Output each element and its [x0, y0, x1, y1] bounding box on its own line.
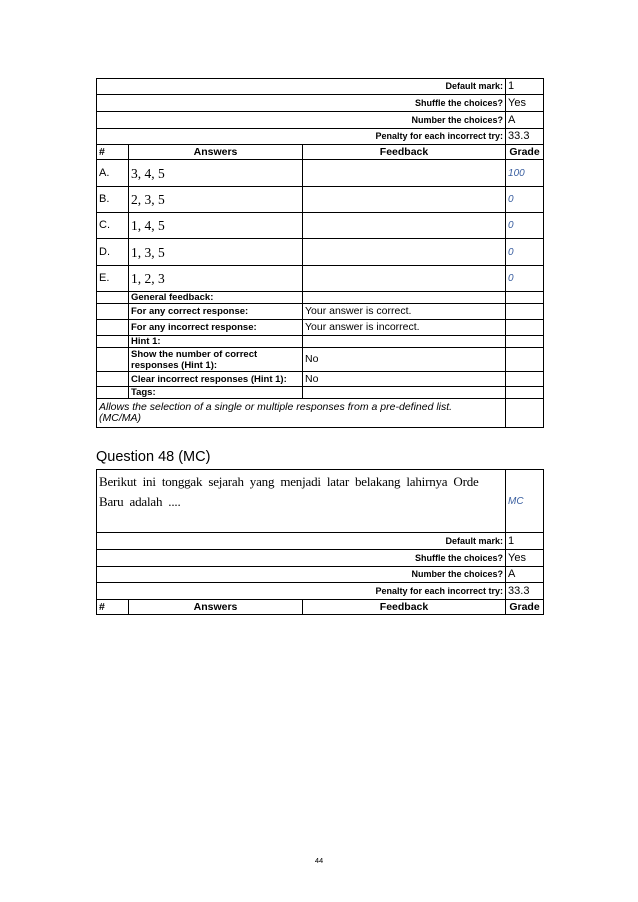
answer-letter: A.: [97, 160, 129, 187]
default-mark-label: Default mark:: [97, 533, 506, 550]
answer-text: 1, 2, 3: [129, 266, 303, 292]
shuffle-value: Yes: [506, 550, 544, 567]
show-correct-row: [97, 348, 544, 372]
answer-text: 1, 4, 5: [129, 213, 303, 239]
correct-response-text: Your answer is correct.: [303, 304, 506, 320]
answer-row: [97, 213, 544, 239]
answer-letter: C.: [97, 213, 129, 239]
answer-letter: D.: [97, 239, 129, 266]
correct-response-label: For any correct response:: [129, 304, 303, 320]
incorrect-feedback-row: [97, 320, 544, 336]
meta-row: [97, 533, 544, 550]
meta-row: [97, 95, 544, 112]
question-text-row: [97, 470, 544, 533]
penalty-value: 33.3: [506, 583, 544, 600]
question-text: Berikut ini tonggak sejarah yang menjadi latar belakang lahirnya Orde Baru adalah ....: [97, 470, 506, 533]
meta-row: [97, 129, 544, 145]
clear-incorrect-row: [97, 372, 544, 387]
answers-header-row: [97, 145, 544, 160]
default-mark-value: 1: [506, 79, 544, 95]
default-mark-label: Default mark:: [97, 79, 506, 95]
answer-grade: 0: [506, 266, 544, 292]
page-number: 44: [314, 856, 324, 865]
question-47-table: [96, 78, 544, 428]
incorrect-response-text: Your answer is incorrect.: [303, 320, 506, 336]
header-num: #: [97, 600, 129, 615]
clear-incorrect-label: Clear incorrect responses (Hint 1):: [129, 372, 303, 387]
answer-feedback: [303, 213, 506, 239]
default-mark-value: 1: [506, 533, 544, 550]
answer-row: [97, 266, 544, 292]
answer-letter: E.: [97, 266, 129, 292]
answer-text: 3, 4, 5: [129, 160, 303, 187]
header-answers: Answers: [129, 600, 303, 615]
penalty-label: Penalty for each incorrect try:: [97, 129, 506, 145]
penalty-label: Penalty for each incorrect try:: [97, 583, 506, 600]
meta-row: [97, 112, 544, 129]
number-choices-value: A: [506, 112, 544, 129]
hint-label: Hint 1:: [129, 336, 303, 348]
description-row: [97, 399, 544, 428]
meta-row: [97, 583, 544, 600]
correct-feedback-row: [97, 304, 544, 320]
penalty-value: 33.3: [506, 129, 544, 145]
question-48-table: [96, 469, 544, 615]
general-feedback-label: General feedback:: [129, 292, 303, 304]
answer-grade: 0: [506, 187, 544, 213]
header-grade: Grade: [506, 600, 544, 615]
general-feedback-row: [97, 292, 544, 304]
answer-feedback: [303, 239, 506, 266]
answer-grade: 100: [506, 160, 544, 187]
answer-row: [97, 187, 544, 213]
question-type: MC: [506, 470, 544, 533]
header-answers: Answers: [129, 145, 303, 160]
answer-row: [97, 239, 544, 266]
answer-feedback: [303, 160, 506, 187]
header-num: #: [97, 145, 129, 160]
number-choices-label: Number the choices?: [97, 567, 506, 583]
hint-row: [97, 336, 544, 348]
header-feedback: Feedback: [303, 600, 506, 615]
incorrect-response-label: For any incorrect response:: [129, 320, 303, 336]
answer-text: 2, 3, 5: [129, 187, 303, 213]
number-choices-value: A: [506, 567, 544, 583]
header-grade: Grade: [506, 145, 544, 160]
show-correct-label: Show the number of correct responses (Hint 1):: [129, 348, 303, 372]
shuffle-value: Yes: [506, 95, 544, 112]
shuffle-label: Shuffle the choices?: [97, 95, 506, 112]
tags-label: Tags:: [129, 387, 303, 399]
clear-incorrect-value: No: [303, 372, 506, 387]
number-choices-label: Number the choices?: [97, 112, 506, 129]
answer-grade: 0: [506, 213, 544, 239]
show-correct-value: No: [303, 348, 506, 372]
meta-row: [97, 567, 544, 583]
answer-feedback: [303, 266, 506, 292]
tags-row: [97, 387, 544, 399]
shuffle-label: Shuffle the choices?: [97, 550, 506, 567]
header-feedback: Feedback: [303, 145, 506, 160]
question-type-description: Allows the selection of a single or multiple responses from a pre-defined list. (MC/MA): [97, 399, 506, 428]
answer-row: [97, 160, 544, 187]
answers-header-row: [97, 600, 544, 615]
answer-text: 1, 3, 5: [129, 239, 303, 266]
meta-row: [97, 550, 544, 567]
question-title: Question 48 (MC): [96, 449, 211, 465]
answer-letter: B.: [97, 187, 129, 213]
answer-grade: 0: [506, 239, 544, 266]
answer-feedback: [303, 187, 506, 213]
meta-row: [97, 79, 544, 95]
